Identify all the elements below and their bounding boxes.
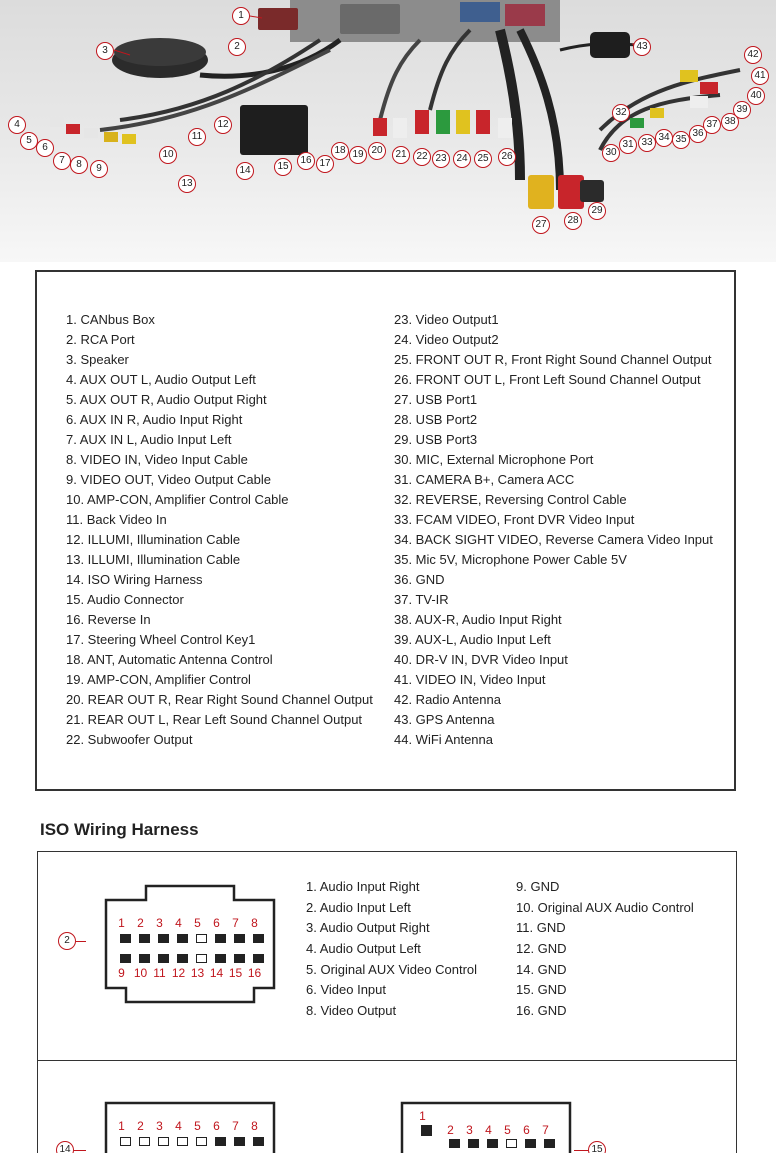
legend-item: 2. RCA Port	[66, 332, 135, 347]
callout-33: 33	[638, 134, 656, 152]
callout-20: 20	[368, 142, 386, 160]
pin-number: 3	[156, 1119, 163, 1133]
callout-2: 2	[228, 38, 246, 56]
legend-item: 16. Reverse In	[66, 612, 151, 627]
pinout-list-left	[306, 877, 477, 1022]
pin	[120, 934, 131, 943]
legend-item: 33. FCAM VIDEO, Front DVR Video Input	[394, 512, 635, 527]
pinout-item: 9. GND	[516, 879, 560, 894]
legend-item: 24. Video Output2	[394, 332, 499, 347]
legend-item: 19. AMP-CON, Amplifier Control	[66, 672, 251, 687]
pin	[253, 1137, 264, 1146]
pin-number: 12	[171, 966, 186, 980]
pin-number: 10	[133, 966, 148, 980]
pin	[544, 1139, 555, 1148]
callout-25: 25	[474, 150, 492, 168]
callout-6: 6	[36, 139, 54, 157]
callout-27: 27	[532, 216, 550, 234]
legend-item: 43. GPS Antenna	[394, 712, 495, 727]
pin-number: 9	[118, 966, 125, 980]
pinout-item: 16. GND	[516, 1003, 567, 1019]
connector-callout: 15	[588, 1141, 606, 1153]
legend-item: 21. REAR OUT L, Rear Left Sound Channel Output	[66, 712, 363, 727]
legend-item: 40. DR-V IN, DVR Video Input	[394, 652, 568, 667]
pinout-item: 3. Audio Output Right	[306, 920, 430, 936]
pinout-item: 11. GND	[516, 920, 566, 936]
callout-leader	[76, 941, 86, 942]
legend-item: 11. Back Video In	[66, 512, 167, 527]
callout-12: 12	[214, 116, 232, 134]
pin-numbers-bottom	[112, 966, 264, 980]
pin	[177, 934, 188, 943]
pin-number: 5	[194, 916, 201, 930]
pin-empty	[196, 954, 207, 963]
pinout-item: 5. Original AUX Video Control	[306, 961, 478, 977]
pin-number: 14	[209, 966, 224, 980]
legend-item: 6. AUX IN R, Audio Input Right	[66, 412, 243, 427]
iso-connector-panel	[37, 851, 737, 1061]
pin-number: 5	[504, 1123, 511, 1137]
callout-5: 5	[20, 132, 38, 150]
callout-leader	[574, 1150, 588, 1151]
legend-item: 14. ISO Wiring Harness	[66, 572, 203, 587]
pin-number: 3	[466, 1123, 473, 1137]
callout-18: 18	[331, 142, 349, 160]
callout-35: 35	[672, 131, 690, 149]
pin	[139, 934, 150, 943]
legend-item: 27. USB Port1	[394, 392, 478, 407]
callout-16: 16	[297, 152, 315, 170]
pin-number: 7	[232, 916, 239, 930]
pin-number: 7	[542, 1123, 549, 1137]
pinout-item: 14. GND	[516, 961, 567, 977]
pin-number: 3	[156, 916, 163, 930]
pin	[234, 954, 245, 963]
legend-item: 25. FRONT OUT R, Front Right Sound Channel Output	[394, 352, 712, 367]
pin	[139, 954, 150, 963]
pin	[253, 954, 264, 963]
legend-item: 44. WiFi Antenna	[394, 732, 493, 747]
pin-number: 13	[190, 966, 205, 980]
connector-callout: 14	[56, 1141, 74, 1153]
pins-top	[116, 1137, 268, 1146]
pin-empty	[139, 1137, 150, 1146]
pin-number: 2	[137, 1119, 144, 1133]
pin	[215, 934, 226, 943]
legend-item: 36. GND	[394, 572, 445, 587]
connector-outline	[104, 884, 276, 1004]
legend-item: 10. AMP-CON, Amplifier Control Cable	[66, 492, 289, 507]
legend-item: 34. BACK SIGHT VIDEO, Reverse Camera Video Input	[394, 532, 713, 547]
pinout-item: 10. Original AUX Audio Control	[516, 899, 694, 915]
pin-empty	[158, 1137, 169, 1146]
callout-15: 15	[274, 158, 292, 176]
callout-9: 9	[90, 160, 108, 178]
legend-item: 28. USB Port2	[394, 412, 478, 427]
pin-number: 2	[447, 1123, 454, 1137]
legend-item: 41. VIDEO IN, Video Input	[394, 672, 546, 687]
pin	[487, 1139, 498, 1148]
callout-34: 34	[655, 129, 673, 147]
callout-4: 4	[8, 116, 26, 134]
pinout-list-right	[516, 877, 694, 1022]
legend-item: 18. ANT, Automatic Antenna Control	[66, 652, 273, 667]
legend-item: 42. Radio Antenna	[394, 692, 501, 707]
legend-item: 20. REAR OUT R, Rear Right Sound Channel Output	[66, 692, 373, 707]
pin-number: 1	[118, 1119, 125, 1133]
pin	[215, 1137, 226, 1146]
pin	[158, 954, 169, 963]
pin	[120, 954, 131, 963]
pin-number: 6	[213, 916, 220, 930]
pin-number: 2	[137, 916, 144, 930]
legend-item: 31. CAMERA B+, Camera ACC	[394, 472, 575, 487]
pin-numbers-top	[413, 1109, 432, 1123]
pin-number: 15	[228, 966, 243, 980]
pin-numbers-top	[112, 916, 264, 930]
legend-item: 17. Steering Wheel Control Key1	[66, 632, 256, 647]
pin-numbers-top	[441, 1123, 555, 1137]
pin-number: 16	[247, 966, 262, 980]
pinout-item: 4. Audio Output Left	[306, 941, 421, 957]
callout-37: 37	[703, 116, 721, 134]
pin	[234, 1137, 245, 1146]
callout-1: 1	[232, 7, 250, 25]
pin-empty	[196, 934, 207, 943]
callout-39: 39	[733, 101, 751, 119]
callout-26: 26	[498, 148, 516, 166]
pin-number: 6	[523, 1123, 530, 1137]
legend-item: 39. AUX-L, Audio Input Left	[394, 632, 551, 647]
legend-item: 4. AUX OUT L, Audio Output Left	[66, 372, 256, 387]
callout-13: 13	[178, 175, 196, 193]
iso-connector-panel-2	[37, 1060, 737, 1153]
pin-empty	[177, 1137, 188, 1146]
pin	[253, 934, 264, 943]
pin-number: 8	[251, 916, 258, 930]
legend-item: 15. Audio Connector	[66, 592, 184, 607]
pinout-item: 8. Video Output	[306, 1003, 397, 1019]
pins-top	[445, 1139, 559, 1148]
callout-8: 8	[70, 156, 88, 174]
pin	[177, 954, 188, 963]
legend-item: 8. VIDEO IN, Video Input Cable	[66, 452, 248, 467]
pins-top	[116, 934, 268, 943]
pin-number: 4	[175, 916, 182, 930]
callout-22: 22	[413, 148, 431, 166]
pin-number: 6	[213, 1119, 220, 1133]
callout-40: 40	[747, 87, 765, 105]
callout-31: 31	[619, 136, 637, 154]
callout-7: 7	[53, 152, 71, 170]
legend-item: 22. Subwoofer Output	[66, 732, 193, 747]
legend-item: 23. Video Output1	[394, 312, 499, 327]
callout-10: 10	[159, 146, 177, 164]
legend-item: 7. AUX IN L, Audio Input Left	[66, 432, 232, 447]
callout-38: 38	[721, 113, 739, 131]
callout-leader	[74, 1150, 86, 1151]
pin-number: 4	[175, 1119, 182, 1133]
legend-column-right	[394, 310, 713, 750]
callout-28: 28	[564, 212, 582, 230]
pin	[215, 954, 226, 963]
legend-item: 35. Mic 5V, Microphone Power Cable 5V	[394, 552, 627, 567]
callout-41: 41	[751, 67, 769, 85]
pin	[525, 1139, 536, 1148]
callout-3: 3	[96, 42, 114, 60]
pin	[158, 934, 169, 943]
pins-bottom	[116, 954, 268, 963]
pin	[421, 1125, 432, 1136]
legend-item: 38. AUX-R, Audio Input Right	[394, 612, 562, 627]
pin-number: 5	[194, 1119, 201, 1133]
callout-29: 29	[588, 202, 606, 220]
legend-item: 37. TV-IR	[394, 592, 449, 607]
callout-11: 11	[188, 128, 206, 146]
callout-23: 23	[432, 150, 450, 168]
legend-item: 5. AUX OUT R, Audio Output Right	[66, 392, 267, 407]
callout-21: 21	[392, 146, 410, 164]
pin	[234, 934, 245, 943]
pinout-item: 15. GND	[516, 982, 567, 998]
legend-item: 13. ILLUMI, Illumination Cable	[66, 552, 241, 567]
pinout-item: 1. Audio Input Right	[306, 879, 420, 894]
legend-item: 9. VIDEO OUT, Video Output Cable	[66, 472, 271, 487]
pinout-item: 2. Audio Input Left	[306, 899, 411, 915]
legend-item: 1. CANbus Box	[66, 312, 155, 327]
callout-19: 19	[349, 146, 367, 164]
callout-36: 36	[689, 125, 707, 143]
callout-32: 32	[612, 104, 630, 122]
pin	[468, 1139, 479, 1148]
callout-30: 30	[602, 144, 620, 162]
pin-number: 1	[419, 1109, 426, 1123]
section-title: ISO Wiring Harness	[40, 820, 199, 839]
pinout-item: 6. Video Input	[306, 982, 386, 998]
pin-number: 8	[251, 1119, 258, 1133]
legend-item: 3. Speaker	[66, 352, 129, 367]
pin	[449, 1139, 460, 1148]
legend-item: 30. MIC, External Microphone Port	[394, 452, 594, 467]
legend-item: 32. REVERSE, Reversing Control Cable	[394, 492, 627, 507]
callout-42: 42	[744, 46, 762, 64]
pin-numbers-top	[112, 1119, 264, 1133]
callout-17: 17	[316, 155, 334, 173]
legend-item: 26. FRONT OUT L, Front Left Sound Channel Output	[394, 372, 701, 387]
connector-callout: 2	[58, 932, 76, 950]
pin-empty	[506, 1139, 517, 1148]
pin-empty	[196, 1137, 207, 1146]
pins-top	[417, 1125, 436, 1136]
callout-43: 43	[633, 38, 651, 56]
product-photo	[0, 0, 776, 262]
pin-number: 11	[153, 966, 166, 980]
legend-column-left	[66, 310, 373, 750]
pin-number: 4	[485, 1123, 492, 1137]
pin-number: 7	[232, 1119, 239, 1133]
legend-box	[35, 270, 736, 791]
legend-item: 29. USB Port3	[394, 432, 478, 447]
callout-24: 24	[453, 150, 471, 168]
pin-empty	[120, 1137, 131, 1146]
pinout-item: 12. GND	[516, 941, 567, 957]
pin-number: 1	[118, 916, 125, 930]
callout-14: 14	[236, 162, 254, 180]
legend-item: 12. ILLUMI, Illumination Cable	[66, 532, 241, 547]
